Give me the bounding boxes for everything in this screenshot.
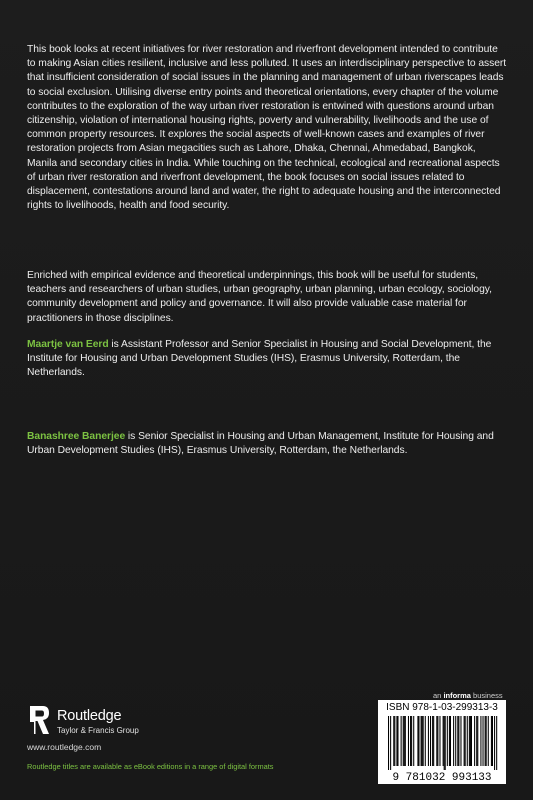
author-bio-text-2: is Senior Specialist in Housing and Urban Management, Institute for Housing and Urban Development Studies (IHS), Erasmus University, Rotterdam, the Netherlands.: [27, 431, 494, 457]
ebook-availability-note: Routledge titles are available as eBook editions in a range of digital formats: [27, 762, 274, 771]
barcode-bar: [443, 716, 444, 766]
barcode-bar: [491, 716, 492, 766]
barcode-bar: [467, 716, 468, 766]
barcode-bar: [410, 716, 411, 766]
barcode-bar: [417, 716, 418, 766]
barcode-image: [378, 714, 506, 784]
barcode-bar: [470, 716, 471, 766]
barcode-bar: [408, 716, 409, 766]
author-name-2: Banashree Banerjee: [27, 431, 126, 442]
barcode-bar: [428, 716, 429, 766]
barcode-digits: 9 781032 993133: [392, 772, 492, 784]
barcode-bar: [396, 716, 397, 766]
isbn-label: ISBN 978-1-03-299313-3: [386, 702, 498, 713]
author-name-1: Maartje van Eerd: [27, 339, 109, 350]
isbn-barcode: [378, 700, 506, 784]
barcode-bar: [437, 716, 438, 766]
barcode-bar: [447, 716, 448, 766]
barcode-bar: [422, 716, 423, 766]
description-paragraph-1: This book looks at recent initiatives for river restoration and riverfront development intended to contribute to making Asian cities resilient, inclusive and less polluted. It uses an interdisciplinary perspective to assert that insufficient consideration of social issues in the planning and management of urban riverscapes leads to social exclusion. Utilising diverse entry points and theoretical orientations, every chapter of the volume contributes to the exploration of the way urban river restoration is entwined with questions around urban citizenship, violation of international housing rights, poverty and vulnerability, livelihoods and the use of common property resources. It explores the social aspects of well-known cases and examples of river restoration projects from Asian megacities such as Lahore, Dhaka, Chennai, Ahmedabad, Bangkok, Manila and secondary cities in India. While touching on the technical, ecological and recreational aspects of urban river restoration and riverfront development, the book focuses on social issues related to displacement, contestations around land and water, the right to adequate housing and the interconnected rights to livelihoods, health and food security.: [27, 44, 507, 212]
barcode-bar: [455, 716, 456, 766]
barcode-bar: [390, 716, 391, 770]
barcode-bar: [433, 716, 434, 766]
barcode-bar: [465, 716, 466, 766]
publisher-name: Routledge: [57, 708, 122, 724]
barcode-bar: [444, 716, 445, 770]
publisher-website: www.routledge.com: [27, 742, 102, 752]
description-paragraph-2: Enriched with empirical evidence and theoretical underpinnings, this book will be useful for students, teachers and researchers of urban studies, urban geography, urban planning, urban ecology, sociology, community development and policy and governance. It will also provide valuable case material for practitioners in those disciplines.: [27, 270, 492, 324]
publisher-group: Taylor & Francis Group: [57, 726, 139, 735]
barcode-bar: [436, 716, 437, 766]
author-bio-1: [27, 338, 507, 381]
barcode-bar: [449, 716, 450, 766]
barcode-bar: [488, 716, 489, 766]
barcode-bar: [477, 716, 478, 766]
barcode-bar: [394, 716, 395, 766]
barcode-bar: [492, 716, 493, 766]
barcode-bar: [397, 716, 398, 766]
routledge-logo: [27, 705, 177, 739]
barcode-bar: [480, 716, 481, 766]
routledge-r-icon: [27, 705, 51, 735]
barcode-bar: [453, 716, 454, 766]
barcode-bar: [418, 716, 419, 766]
barcode-bar: [469, 716, 470, 766]
barcode-bar: [401, 716, 402, 766]
barcode-bar: [393, 716, 394, 766]
barcode-bar: [445, 716, 446, 770]
barcode-bar: [405, 716, 406, 766]
barcode-bar: [432, 716, 433, 766]
barcode-bar: [413, 716, 414, 766]
informa-brand: informa: [443, 691, 471, 700]
barcode-bar: [423, 716, 424, 766]
barcode-bar: [388, 716, 389, 770]
barcode-bar: [458, 716, 459, 766]
barcode-bar: [439, 716, 440, 766]
barcode-bar: [474, 716, 475, 766]
barcode-bar: [460, 716, 461, 766]
barcode-bar: [486, 716, 487, 766]
barcode-bar: [483, 716, 484, 766]
barcode-bar: [425, 716, 426, 766]
barcode-bar: [464, 716, 465, 766]
barcode-bar: [450, 716, 451, 766]
barcode-bar: [476, 716, 477, 766]
barcode-bar: [430, 716, 431, 766]
author-bio-text-1: is Assistant Professor and Senior Specialist in Housing and Social Development, the Institute for Housing and Urban Development Studies (IHS), Erasmus University, Rotterdam, the Netherlands.: [27, 339, 492, 379]
barcode-bar: [485, 716, 486, 766]
barcode-bar: [494, 716, 495, 770]
barcode-bar: [496, 716, 497, 770]
barcode-bar: [404, 716, 405, 766]
barcode-bar: [471, 716, 472, 766]
informa-business-tag: an informa business: [433, 691, 503, 700]
barcode-bar: [403, 716, 404, 766]
barcode-bar: [411, 716, 412, 766]
barcode-bar: [421, 716, 422, 766]
barcode-bar: [457, 716, 458, 766]
author-bio-2: [27, 430, 507, 458]
